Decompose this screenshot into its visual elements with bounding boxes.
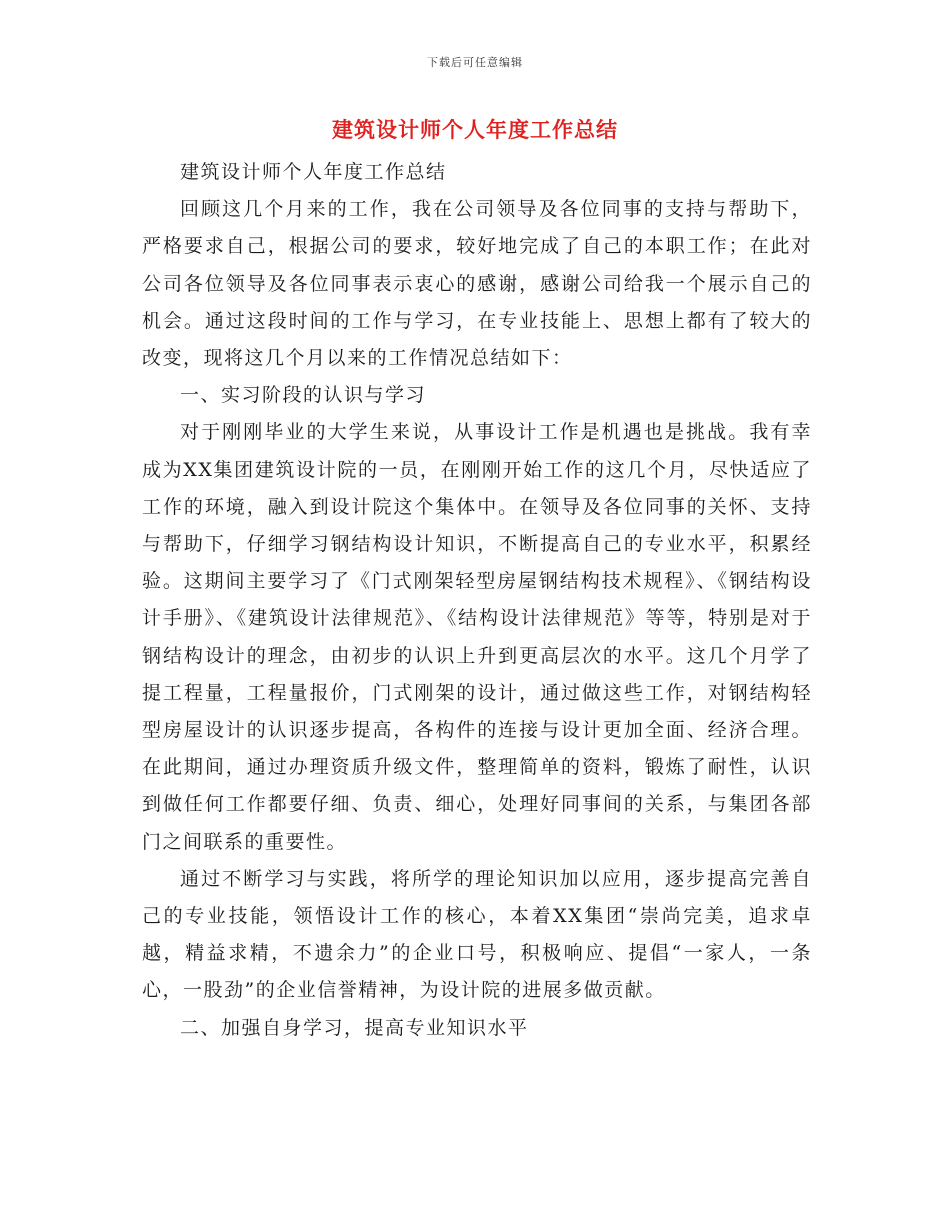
intro-paragraph: 回顾这几个月来的工作，我在公司领导及各位同事的支持与帮助下，严格要求自己，根据公司的要求，较好地完成了自己的本职工作；在此对公司各位领导及各位同事表示衷心的感谢，感谢公司给我一个展示自己的机会。通过这段时间的工作与学习，在专业技能上、思想上都有了较大的改变，现将这几个月以来的工作情况总结如下：	[142, 198, 812, 370]
document-title: 建筑设计师个人年度工作总结	[332, 117, 618, 142]
section-heading-2: 二、加强自身学习，提高专业知识水平	[180, 1016, 529, 1039]
subtitle-paragraph: 建筑设计师个人年度工作总结	[180, 161, 447, 183]
body-paragraph: 对于刚刚毕业的大学生来说，从事设计工作是机遇也是挑战。我有幸成为XX集团建筑设计院的一员，在刚刚开始工作的这几个月，尽快适应了工作的环境，融入到设计院这个集体中。在领导及各位同事的关怀、支持与帮助下，仔细学习钢结构设计知识，不断提高自己的专业水平，积累经验。这期间主要学习了《门式刚架轻型房屋钢结构技术规程》、《钢结构设计手册》、《建筑设计法律规范》、《结构设计法律规范》等等，特别是对于钢结构设计的理念，由初步的认识上升到更高层次的水平。这几个月学了提工程量，工程量报价，门式刚架的设计，通过做这些工作，对钢结构轻型房屋设计的认识逐步提高，各构件的连接与设计更加全面、经济合理。在此期间，通过办理资质升级文件，整理简单的资料，锻炼了耐性，认识到做任何工作都要仔细、负责、细心，处理好同事间的关系，与集团各部门之间联系的重要性。	[142, 421, 812, 853]
body-paragraph: 通过不断学习与实践，将所学的理论知识加以应用，逐步提高完善自己的专业技能，领悟设计工作的核心，本着XX集团“崇尚完美，追求卓越，精益求精，不遗余力”的企业口号，积极响应、提倡“一家人，一条心，一股劲”的企业信誉精神，为设计院的进展多做贡献。	[142, 867, 812, 1002]
header-note: 下载后可任意编辑	[427, 56, 523, 69]
section-heading-1: 一、实习阶段的认识与学习	[180, 384, 427, 407]
document-body	[142, 154, 812, 1047]
